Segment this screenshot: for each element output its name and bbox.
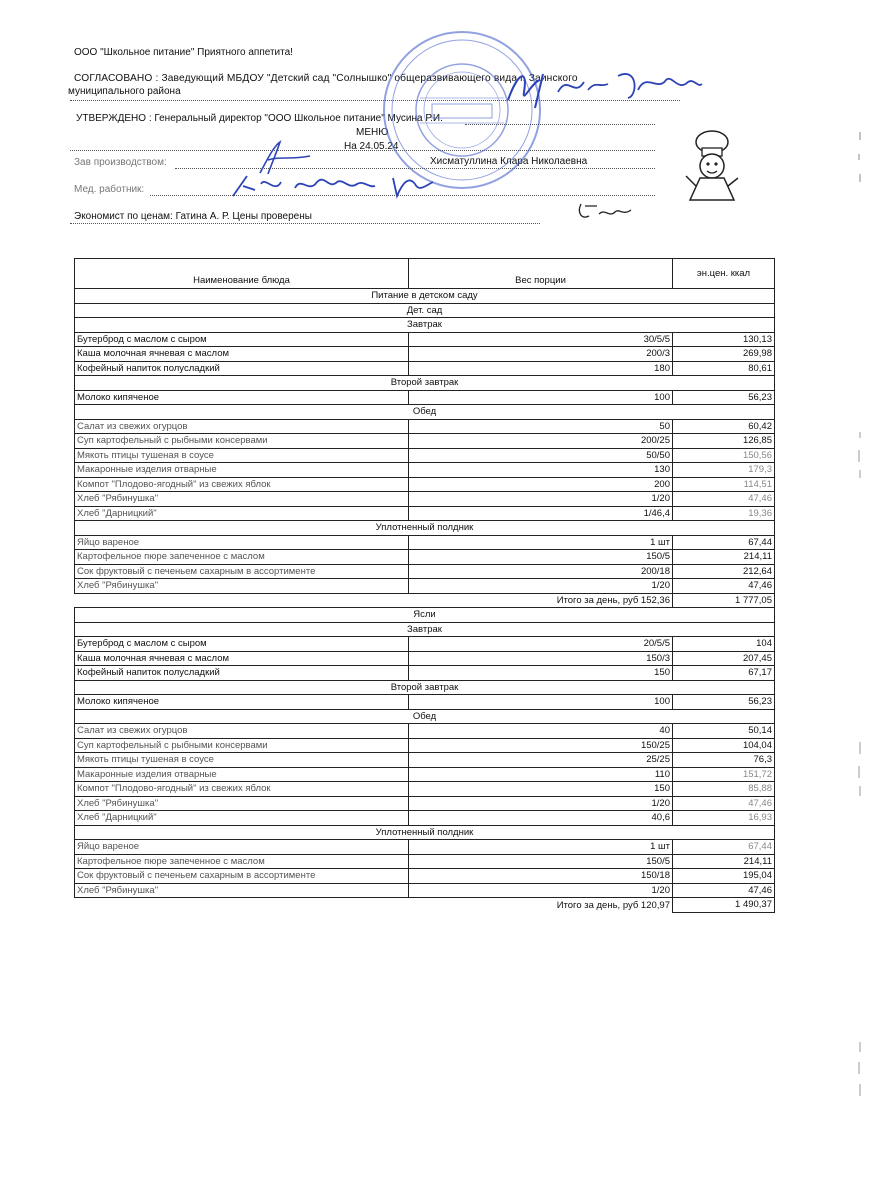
energy-value: 76,3: [673, 753, 775, 768]
chef-mascot-icon: [676, 128, 748, 206]
table-row: [75, 332, 775, 347]
portion-weight: 1/46,4: [409, 506, 673, 521]
dish-name: Хлеб "Дарницкий": [75, 506, 409, 521]
portion-weight: 150/3: [409, 651, 673, 666]
dish-name: Картофельное пюре запеченное с маслом: [75, 854, 409, 869]
section-title: Завтрак: [75, 318, 775, 333]
daily-total-label: Итого за день, руб 120,97: [75, 898, 673, 913]
table-row: [75, 463, 775, 478]
dish-name: Каша молочная ячневая с маслом: [75, 347, 409, 362]
section-row: [75, 376, 775, 391]
table-header-row: [75, 259, 775, 289]
director-signature-icon: [488, 62, 708, 112]
portion-weight: 200/25: [409, 434, 673, 449]
energy-value: 67,44: [673, 535, 775, 550]
table-row: [75, 869, 775, 884]
table-row: [75, 724, 775, 739]
portion-weight: 1 шт: [409, 535, 673, 550]
dish-name: Молоко кипяченое: [75, 390, 409, 405]
energy-value: 85,88: [673, 782, 775, 797]
section-title: Обед: [75, 709, 775, 724]
section-row: [75, 405, 775, 420]
dish-name: Сок фруктовый с печеньем сахарным в ассортименте: [75, 869, 409, 884]
portion-weight: 100: [409, 390, 673, 405]
approved-line-2: муниципального района: [68, 86, 181, 97]
energy-value: 47,46: [673, 883, 775, 898]
section-title: Второй завтрак: [75, 680, 775, 695]
column-header-dish: Наименование блюда: [75, 259, 409, 289]
dish-name: Бутерброд с маслом с сыром: [75, 637, 409, 652]
section-row: [75, 521, 775, 536]
energy-value: 151,72: [673, 767, 775, 782]
portion-weight: 1/20: [409, 492, 673, 507]
dish-name: Суп картофельный с рыбными консервами: [75, 738, 409, 753]
section-row: [75, 289, 775, 304]
table-row: [75, 738, 775, 753]
portion-weight: 150/18: [409, 869, 673, 884]
dish-name: Бутерброд с маслом с сыром: [75, 332, 409, 347]
economist-line: Экономист по ценам: Гатина А. Р. Цены проверены: [74, 211, 312, 222]
portion-weight: 180: [409, 361, 673, 376]
scan-speck-decoration: [856, 740, 864, 800]
energy-value: 214,11: [673, 854, 775, 869]
energy-value: 214,11: [673, 550, 775, 565]
table-row: [75, 782, 775, 797]
portion-weight: 150/5: [409, 854, 673, 869]
energy-value: 195,04: [673, 869, 775, 884]
dish-name: Суп картофельный с рыбными консервами: [75, 434, 409, 449]
table-row: [75, 811, 775, 826]
energy-value: 179,3: [673, 463, 775, 478]
production-label: Зав производством:: [74, 157, 167, 168]
portion-weight: 40: [409, 724, 673, 739]
table-row: [75, 550, 775, 565]
medic-label: Мед. работник:: [74, 184, 145, 195]
table-row: [75, 637, 775, 652]
section-row: [75, 680, 775, 695]
portion-weight: 50/50: [409, 448, 673, 463]
table-row: [75, 651, 775, 666]
table-row: [75, 666, 775, 681]
dish-name: Хлеб "Рябинушка": [75, 796, 409, 811]
table-row: [75, 695, 775, 710]
dish-name: Каша молочная ячневая с маслом: [75, 651, 409, 666]
approved-line: СОГЛАСОВАНО : Заведующий МБДОУ "Детский сад "Солнышко" общеразвивающего вида г. Заинского: [74, 73, 578, 84]
table-row: [75, 883, 775, 898]
portion-weight: 50: [409, 419, 673, 434]
energy-value: 150,56: [673, 448, 775, 463]
scan-speck-decoration: [856, 430, 864, 490]
section-row: [75, 825, 775, 840]
dish-name: Сок фруктовый с печеньем сахарным в ассортименте: [75, 564, 409, 579]
energy-value: 16,93: [673, 811, 775, 826]
section-title: Обед: [75, 405, 775, 420]
dish-name: Салат из свежих огурцов: [75, 724, 409, 739]
portion-weight: 1/20: [409, 579, 673, 594]
dish-name: Яйцо вареное: [75, 535, 409, 550]
portion-weight: 20/5/5: [409, 637, 673, 652]
menu-title: МЕНЮ: [356, 127, 389, 138]
energy-value: 212,64: [673, 564, 775, 579]
section-row: [75, 303, 775, 318]
portion-weight: 40,6: [409, 811, 673, 826]
table-row: [75, 361, 775, 376]
daily-total-kcal: 1 777,05: [673, 593, 775, 608]
economist-underline: [70, 223, 540, 224]
energy-value: 126,85: [673, 434, 775, 449]
energy-value: 67,17: [673, 666, 775, 681]
portion-weight: 1/20: [409, 883, 673, 898]
energy-value: 269,98: [673, 347, 775, 362]
energy-value: 114,51: [673, 477, 775, 492]
table-row: [75, 477, 775, 492]
dish-name: Мякоть птицы тушеная в соусе: [75, 753, 409, 768]
table-row: [75, 492, 775, 507]
table-row: [75, 390, 775, 405]
dish-name: Мякоть птицы тушеная в соусе: [75, 448, 409, 463]
table-row: [75, 840, 775, 855]
dish-name: Молоко кипяченое: [75, 695, 409, 710]
column-header-kcal: эн.цен. ккал: [673, 259, 775, 289]
dish-name: Компот "Плодово-ягодный" из свежих яблок: [75, 782, 409, 797]
dish-name: Хлеб "Рябинушка": [75, 492, 409, 507]
table-row: [75, 506, 775, 521]
daily-total-kcal: 1 490,37: [673, 898, 775, 913]
economist-signature-icon: [575, 200, 635, 222]
scan-speck-decoration: [856, 130, 864, 190]
table-row: [75, 419, 775, 434]
confirmed-line: УТВЕРЖДЕНО : Генеральный директор "ООО Школьное питание" Мусина Р.И.: [76, 113, 443, 124]
section-row: [75, 318, 775, 333]
section-row: [75, 608, 775, 623]
portion-weight: 200/18: [409, 564, 673, 579]
portion-weight: 100: [409, 695, 673, 710]
dish-name: Компот "Плодово-ягодный" из свежих яблок: [75, 477, 409, 492]
daily-total-label: Итого за день, руб 152,36: [75, 593, 673, 608]
section-row: [75, 709, 775, 724]
energy-value: 130,13: [673, 332, 775, 347]
dish-name: Макаронные изделия отварные: [75, 767, 409, 782]
energy-value: 47,46: [673, 796, 775, 811]
divider-line: [70, 150, 655, 151]
section-title: Завтрак: [75, 622, 775, 637]
portion-weight: 130: [409, 463, 673, 478]
energy-value: 104: [673, 637, 775, 652]
dish-name: Салат из свежих огурцов: [75, 419, 409, 434]
energy-value: 56,23: [673, 390, 775, 405]
dish-name: Кофейный напиток полусладкий: [75, 361, 409, 376]
energy-value: 50,14: [673, 724, 775, 739]
table-row: [75, 753, 775, 768]
section-title: Уплотненный полдник: [75, 825, 775, 840]
portion-weight: 150: [409, 782, 673, 797]
section-title: Питание в детском саду: [75, 289, 775, 304]
column-header-weight: Вес порции: [409, 259, 673, 289]
dish-name: Макаронные изделия отварные: [75, 463, 409, 478]
energy-value: 60,42: [673, 419, 775, 434]
portion-weight: 200/3: [409, 347, 673, 362]
energy-value: 47,46: [673, 492, 775, 507]
portion-weight: 110: [409, 767, 673, 782]
portion-weight: 150/25: [409, 738, 673, 753]
section-title: Дет. сад: [75, 303, 775, 318]
energy-value: 80,61: [673, 361, 775, 376]
table-row: [75, 767, 775, 782]
dish-name: Кофейный напиток полусладкий: [75, 666, 409, 681]
portion-weight: 150/5: [409, 550, 673, 565]
dish-name: Картофельное пюре запеченное с маслом: [75, 550, 409, 565]
table-row: [75, 564, 775, 579]
portion-weight: 200: [409, 477, 673, 492]
scan-speck-decoration: [856, 1040, 864, 1100]
portion-weight: 1 шт: [409, 840, 673, 855]
portion-weight: 150: [409, 666, 673, 681]
section-title: Уплотненный полдник: [75, 521, 775, 536]
dish-name: Яйцо вареное: [75, 840, 409, 855]
energy-value: 19,36: [673, 506, 775, 521]
energy-value: 47,46: [673, 579, 775, 594]
dish-name: Хлеб "Дарницкий": [75, 811, 409, 826]
dish-name: Хлеб "Рябинушка": [75, 579, 409, 594]
portion-weight: 1/20: [409, 796, 673, 811]
energy-value: 207,45: [673, 651, 775, 666]
portion-weight: 25/25: [409, 753, 673, 768]
table-row: [75, 434, 775, 449]
production-name: Хисматуллина Клара Николаевна: [430, 156, 588, 167]
table-row: [75, 579, 775, 594]
table-row: [75, 347, 775, 362]
total-row: [75, 898, 775, 913]
company-line: ООО "Школьное питание" Приятного аппетита!: [74, 47, 293, 58]
menu-table: [74, 258, 775, 913]
dish-name: Хлеб "Рябинушка": [75, 883, 409, 898]
portion-weight: 30/5/5: [409, 332, 673, 347]
energy-value: 56,23: [673, 695, 775, 710]
menu-date: На 24.05.24: [344, 141, 399, 152]
table-row: [75, 854, 775, 869]
table-row: [75, 796, 775, 811]
section-title: Второй завтрак: [75, 376, 775, 391]
section-row: [75, 622, 775, 637]
section-title: Ясли: [75, 608, 775, 623]
energy-value: 67,44: [673, 840, 775, 855]
total-row: [75, 593, 775, 608]
energy-value: 104,04: [673, 738, 775, 753]
table-row: [75, 448, 775, 463]
medic-signature-icon: [225, 168, 445, 204]
table-row: [75, 535, 775, 550]
